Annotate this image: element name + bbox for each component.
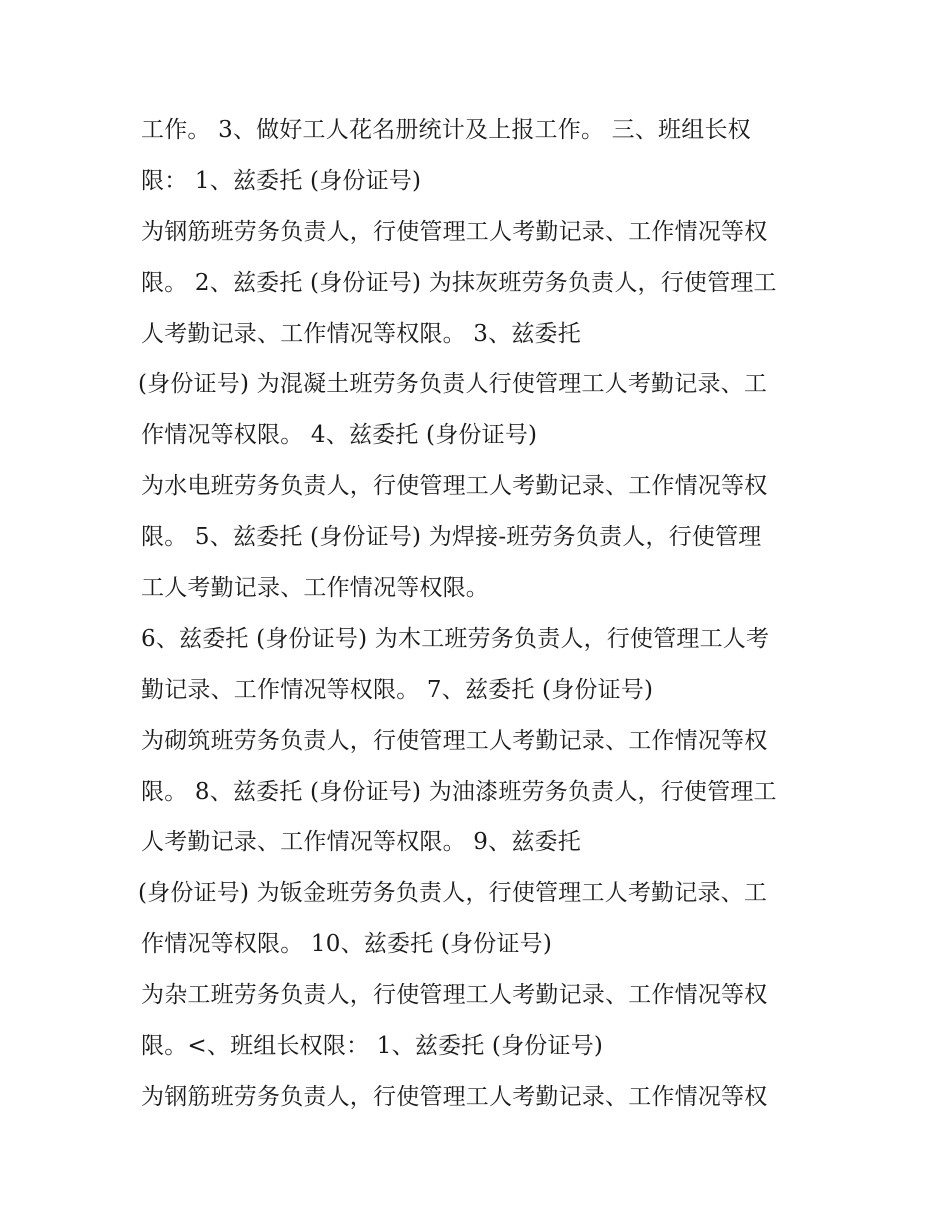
text-line: 作情况等权限。 10、兹委托 (身份证号) (141, 931, 553, 958)
text-line: 为钢筋班劳务负责人，行使管理工人考勤记录、工作情况等权 (141, 218, 768, 245)
document-body (138, 105, 831, 1123)
text-line: (身份证号) 为钣金班劳务负责人，行使管理工人考勤记录、工 (138, 880, 768, 907)
text-line: 勤记录、工作情况等权限。 7、兹委托 (身份证号) (141, 676, 654, 703)
text-line: (身份证号) 为混凝土班劳务负责人行使管理工人考勤记录、工 (138, 371, 768, 398)
text-line: 限。 2、兹委托 (身份证号) 为抹灰班劳务负责人，行使管理工 (141, 269, 777, 296)
text-line: 人考勤记录、工作情况等权限。 9、兹委托 (141, 829, 581, 856)
text-line: 工作。 3、做好工人花名册统计及上报工作。 三、班组长权 (141, 117, 751, 143)
text-line: 作情况等权限。 4、兹委托 (身份证号) (141, 422, 538, 449)
text-line: 工人考勤记录、工作情况等权限。 (141, 575, 489, 602)
text-line: 限。 5、兹委托 (身份证号) 为焊接-班劳务负责人，行使管理 (141, 524, 762, 551)
text-line: 人考勤记录、工作情况等权限。 3、兹委托 (141, 320, 581, 347)
text-line: 限： 1、兹委托 (身份证号) (141, 167, 422, 194)
text-line: 限。 8、兹委托 (身份证号) 为油漆班劳务负责人，行使管理工 (141, 778, 777, 805)
text-line: 为钢筋班劳务负责人，行使管理工人考勤记录、工作情况等权 (141, 1083, 768, 1110)
text-line: 为砌筑班劳务负责人，行使管理工人考勤记录、工作情况等权 (141, 727, 768, 754)
text-line: 6、兹委托 (身份证号) 为木工班劳务负责人，行使管理工人考 (141, 625, 770, 652)
text-line: 为水电班劳务负责人，行使管理工人考勤记录、工作情况等权 (141, 473, 768, 500)
text-line: 为杂工班劳务负责人，行使管理工人考勤记录、工作情况等权 (141, 982, 768, 1009)
text-line: 限。<、班组长权限： 1、兹委托 (身份证号) (141, 1033, 604, 1060)
